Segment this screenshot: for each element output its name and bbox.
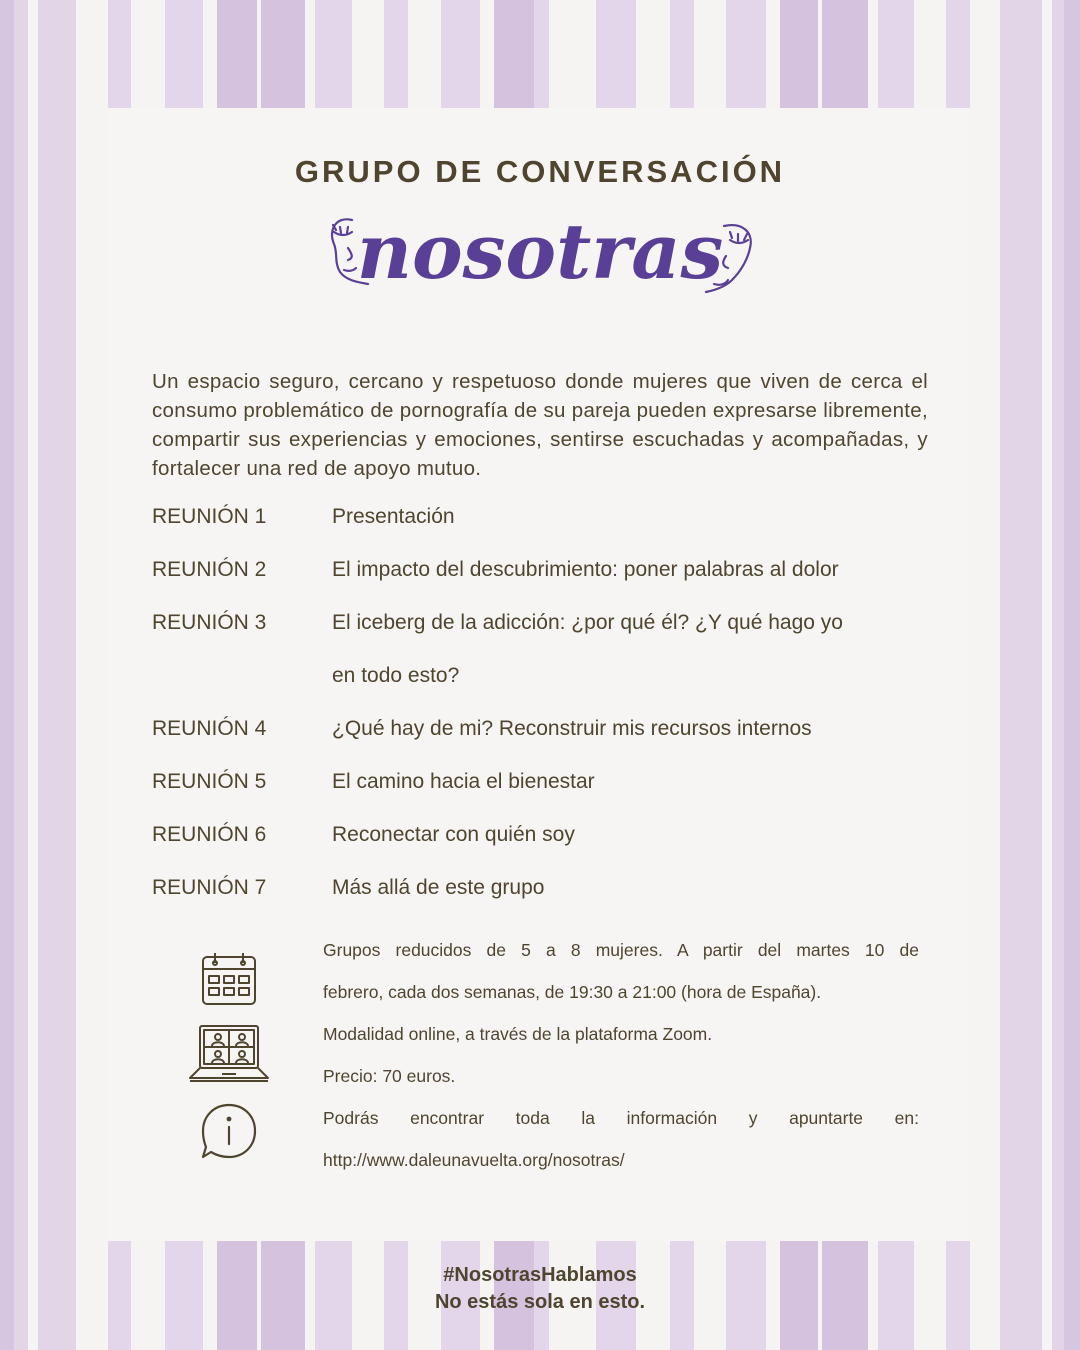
meeting-row (152, 543, 942, 596)
meeting-label: REUNIÓN 5 (152, 770, 267, 793)
meeting-label: REUNIÓN 3 (152, 611, 267, 634)
calendar-icon (200, 950, 258, 1008)
meeting-title-continuation: en todo esto? (332, 664, 460, 687)
meeting-schedule (152, 490, 942, 914)
meeting-title: ¿Qué hay de mi? Reconstruir mis recursos internos (332, 717, 812, 740)
meeting-label: REUNIÓN 1 (152, 505, 267, 528)
tagline: No estás sola en esto. (434, 1291, 646, 1313)
nosotras-logo (322, 196, 758, 312)
meeting-title: Reconectar con quién soy (332, 823, 575, 846)
meeting-title: El camino hacia el bienestar (332, 770, 595, 793)
modality-text: Modalidad online, a través de la plataforma Zoom. (323, 1024, 713, 1044)
meeting-label: REUNIÓN 7 (152, 876, 267, 899)
meeting-title: Más allá de este grupo (332, 876, 545, 899)
meeting-row (152, 808, 942, 861)
meeting-row (152, 490, 942, 543)
meeting-label: REUNIÓN 2 (152, 558, 267, 581)
meeting-title: El iceberg de la adicción: ¿por qué él? ¿Y qué hago yo (332, 611, 843, 634)
schedule-text-line2: febrero, cada dos semanas, de 19:30 a 21:00 (hora de España). (323, 982, 822, 1002)
info-text: Podrás encontrar toda la información y apuntarte en: (323, 1108, 919, 1128)
meeting-row (152, 861, 942, 914)
meeting-row (152, 596, 942, 649)
meeting-label: REUNIÓN 4 (152, 717, 267, 740)
intro-paragraph: Un espacio seguro, cercano y respetuoso donde mujeres que viven de cerca el consumo problemático de pornografía de su pareja pueden expresarse libremente, compartir sus experiencias y emociones, sentirse escuchadas y acompañadas, y fortalecer una red de apoyo mutuo. (152, 369, 928, 480)
hashtag: #NosotrasHablamos (443, 1264, 637, 1286)
info-bubble-icon (200, 1102, 258, 1160)
page-title: GRUPO DE CONVERSACIÓN (294, 154, 786, 189)
meeting-title: El impacto del descubrimiento: poner palabras al dolor (332, 558, 839, 581)
website-link[interactable]: http://www.daleunavuelta.org/nosotras/ (323, 1150, 625, 1170)
footer (0, 1262, 1080, 1316)
laptop-video-call-icon (188, 1023, 270, 1085)
meeting-row (152, 702, 942, 755)
logo-wordmark: nosotras (356, 207, 724, 296)
meeting-label: REUNIÓN 6 (152, 823, 267, 846)
meeting-row (152, 755, 942, 808)
meeting-row-continuation (152, 649, 942, 702)
event-details (323, 929, 919, 1181)
schedule-text-line1: Grupos reducidos de 5 a 8 mujeres. A partir del martes 10 de (323, 940, 919, 960)
price-text: Precio: 70 euros. (323, 1066, 456, 1086)
meeting-title: Presentación (332, 505, 455, 528)
